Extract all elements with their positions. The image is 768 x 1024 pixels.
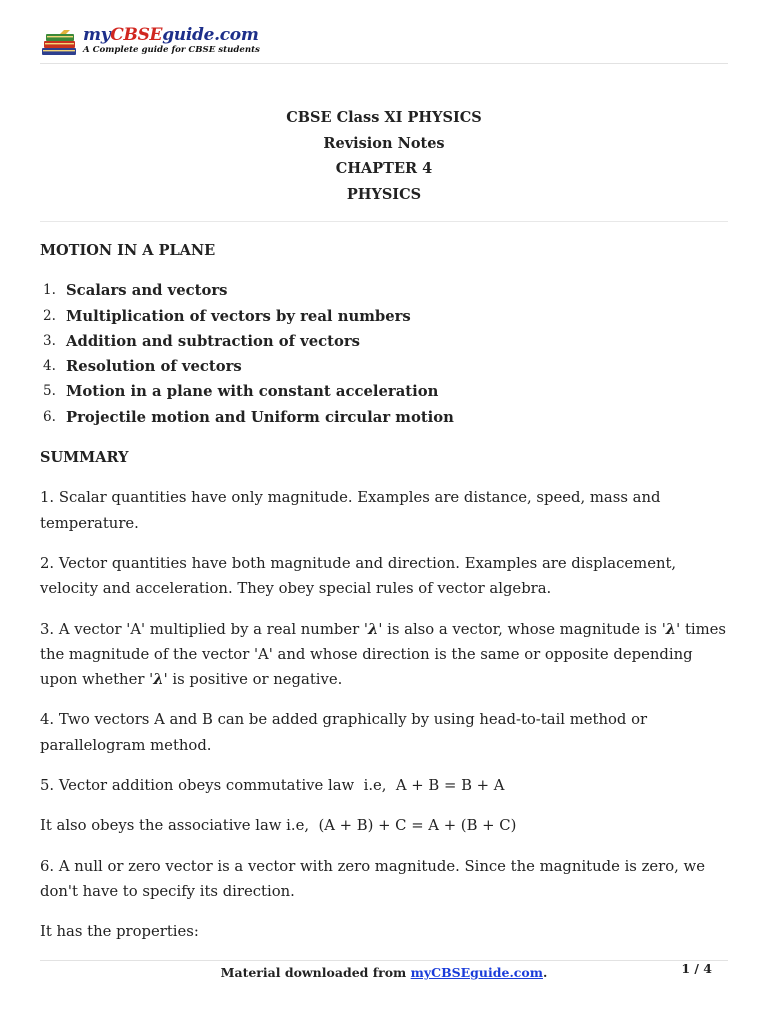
list-item — [40, 329, 730, 354]
footer-text — [40, 965, 728, 980]
summary-point-1: 1. Scalar quantities have only magnitude. Examples are distance, speed, mass and temperature. — [40, 489, 661, 532]
summary-heading: SUMMARY — [40, 449, 129, 467]
page-footer — [40, 960, 728, 990]
logo-brand-my: my — [83, 25, 111, 45]
list-item — [40, 405, 730, 430]
logo-tagline: A Complete guide for CBSE students — [83, 45, 260, 55]
lambda-symbol: λ — [665, 620, 677, 638]
document-title-block — [40, 105, 728, 222]
list-item-text: Projectile motion and Uniform circular motion — [66, 408, 454, 426]
page-number: 1 / 4 — [681, 961, 712, 976]
list-item — [40, 354, 730, 379]
logo-brand — [83, 25, 259, 45]
list-item — [40, 304, 730, 329]
list-item-number: 1. — [43, 282, 56, 299]
title-line-2: Revision Notes — [323, 134, 445, 152]
summary-point-5: 5. Vector addition obeys commutative law i.e, A + B = B + A — [40, 777, 505, 795]
topic-list — [40, 278, 730, 430]
summary-point-2: 2. Vector quantities have both magnitude and direction. Examples are displacement, velocity and acceleration. They obey special rules of vector algebra. — [40, 554, 677, 598]
lambda-symbol: λ — [153, 671, 164, 689]
list-item-text: Motion in a plane with constant acceleration — [66, 383, 439, 401]
lambda-symbol: λ — [367, 620, 379, 638]
summary-point-3-part-a: 3. A vector 'A' multiplied by a real number ' — [40, 620, 368, 638]
section-heading: MOTION IN A PLANE — [40, 242, 216, 259]
list-item-text: Resolution of vectors — [66, 358, 242, 376]
list-item-number: 3. — [43, 332, 56, 349]
summary-point-6: 6. A null or zero vector is a vector with zero magnitude. Since the magnitude is zero, we don't have to specify its direction. — [40, 857, 705, 900]
title-line-4: PHYSICS — [346, 185, 422, 203]
list-item — [40, 278, 730, 303]
list-item-number: 5. — [43, 383, 56, 400]
title-line-3: CHAPTER 4 — [335, 160, 433, 177]
books-icon — [40, 30, 80, 58]
summary-point-3-part-d: ' is positive or negative. — [163, 671, 343, 689]
summary-point-4: 4. Two vectors A and B can be added graphically by using head-to-tail method or parallelogram method. — [40, 711, 648, 754]
summary-point-3 — [40, 617, 730, 693]
list-item-text: Addition and subtraction of vectors — [66, 332, 361, 350]
page-header — [40, 22, 728, 64]
footer-link[interactable]: myCBSEguide.com — [410, 965, 543, 980]
title-line-1: CBSE Class XI PHYSICS — [286, 109, 482, 126]
list-item-text: Scalars and vectors — [66, 282, 228, 300]
summary-point-3-part-c: ' times the magnitude of the vector 'A' and whose direction is the same or opposite depending upon whether ' — [40, 620, 727, 689]
list-item-number: 2. — [43, 307, 56, 324]
site-logo[interactable] — [40, 24, 260, 60]
summary-point-3-part-b: ' is also a vector, whose magnitude is ' — [378, 620, 666, 638]
list-item — [40, 379, 730, 404]
associative-law-note: It also obeys the associative law i.e, (A + B) + C = A + (B + C) — [40, 817, 517, 835]
logo-brand-guide: guide.com — [162, 25, 259, 45]
list-item-number: 6. — [43, 408, 56, 425]
document-body — [40, 238, 730, 960]
list-item-text: Multiplication of vectors by real numbers — [66, 307, 411, 325]
properties-intro: It has the properties: — [40, 923, 199, 941]
list-item-number: 4. — [43, 358, 56, 375]
logo-brand-cbse: CBSE — [110, 25, 163, 45]
footer-period: . — [542, 965, 548, 980]
footer-label: Material downloaded from — [220, 965, 411, 980]
